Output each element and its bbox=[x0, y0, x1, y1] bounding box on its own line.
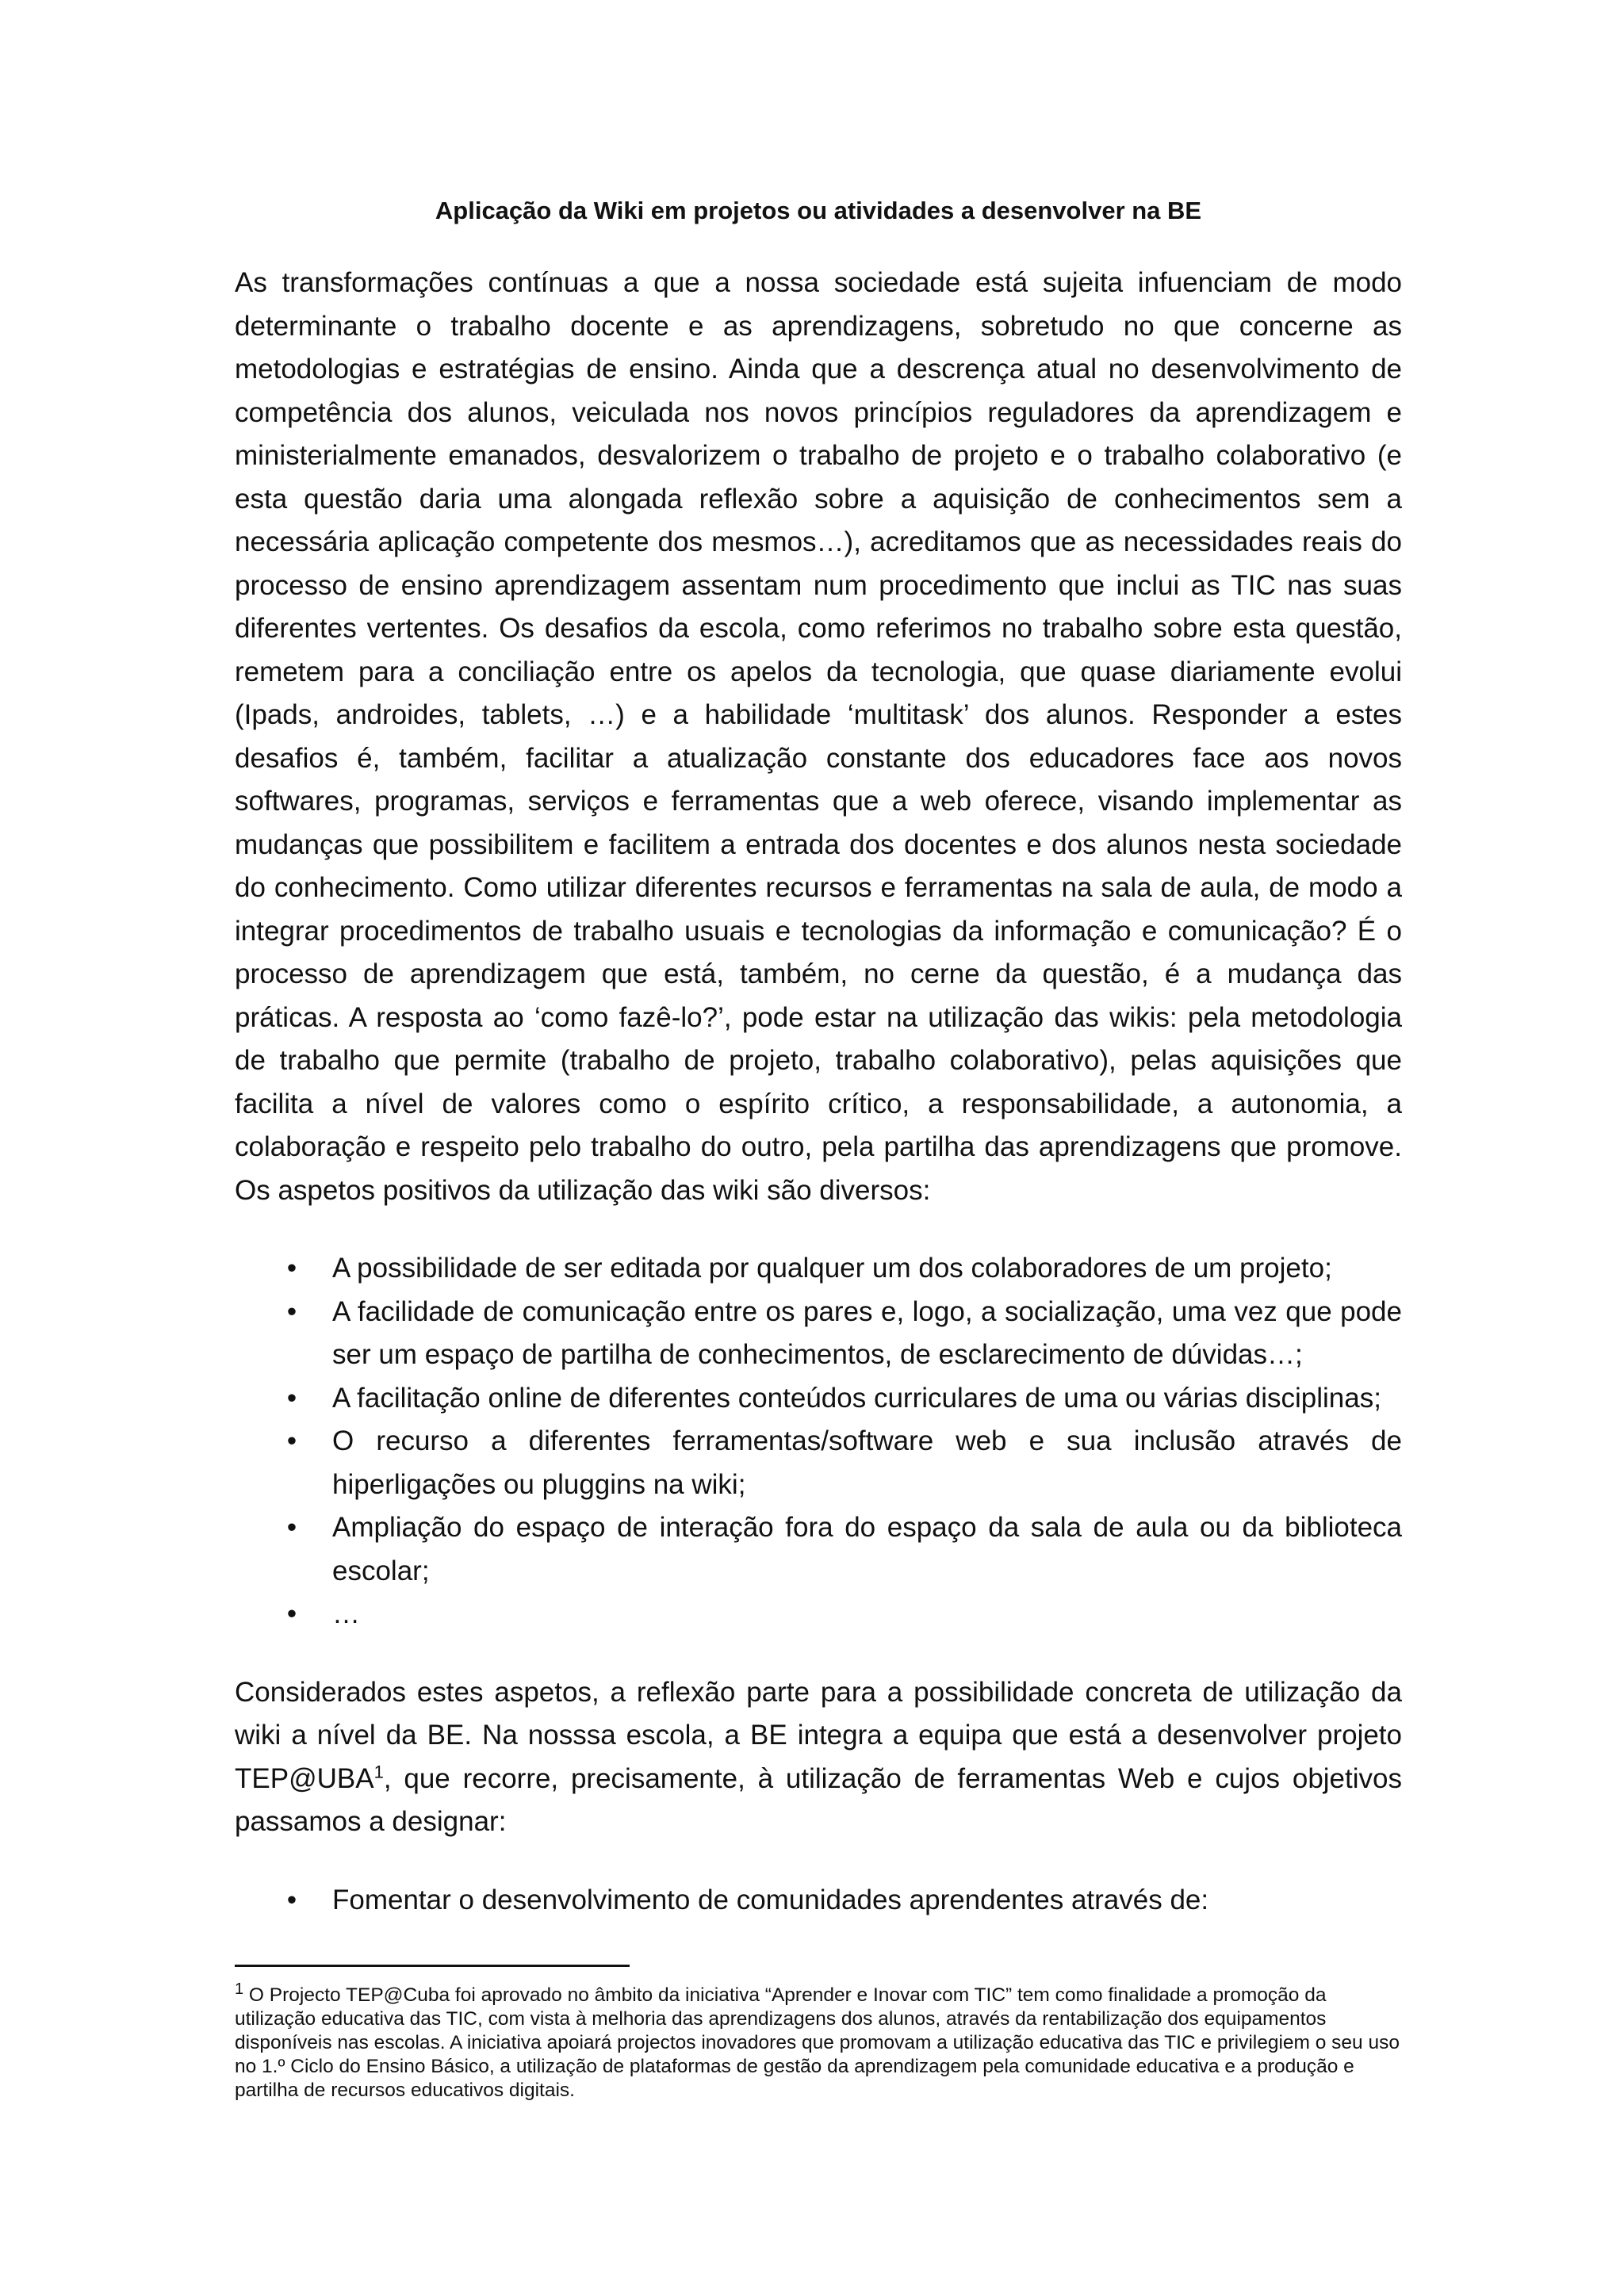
bullet-marker: • bbox=[286, 1425, 297, 1456]
list-item-text: Fomentar o desenvolvimento de comunidades aprendentes através de: bbox=[332, 1884, 1209, 1915]
bullet-marker: • bbox=[286, 1295, 297, 1327]
footnote-number: 1 bbox=[235, 1980, 244, 1998]
list-item bbox=[235, 1291, 1402, 1377]
list-item bbox=[235, 1593, 1402, 1636]
list-item-text: A facilidade de comunicação entre os pares e, logo, a socialização, uma vez que pode ser um espaço de partilha de conhecimentos, de esclarecimento de dúvidas…; bbox=[332, 1295, 1402, 1370]
footnote-reference[interactable]: 1 bbox=[373, 1761, 384, 1781]
bullet-list-project-objectives bbox=[235, 1879, 1402, 1923]
list-item-text: A possibilidade de ser editada por qualquer um dos colaboradores de um projeto; bbox=[332, 1253, 1332, 1284]
document-title: Aplicação da Wiki em projetos ou atividades a desenvolver na BE bbox=[435, 197, 1202, 224]
list-item bbox=[235, 1879, 1402, 1923]
footnote-separator bbox=[235, 1965, 630, 1967]
bullet-marker: • bbox=[286, 1382, 297, 1414]
document-body bbox=[235, 182, 1402, 1957]
bullet-marker: • bbox=[286, 1598, 297, 1629]
paragraph-text: , que recorre, precisamente, à utilização de ferramentas Web e cujos objetivos passamos a designar: bbox=[235, 1762, 1402, 1837]
list-item bbox=[235, 1420, 1402, 1506]
list-item-text: A facilitação online de diferentes conteúdos curriculares de uma ou várias disciplinas; bbox=[332, 1382, 1381, 1414]
list-item bbox=[235, 1377, 1402, 1421]
bullet-marker: • bbox=[286, 1512, 297, 1543]
bullet-list-wiki-advantages bbox=[235, 1247, 1402, 1636]
list-item-text: O recurso a diferentes ferramentas/software web e sua inclusão através de hiperligações ou pluggins na wiki; bbox=[332, 1425, 1402, 1500]
list-item bbox=[235, 1506, 1402, 1593]
bullet-marker: • bbox=[286, 1253, 297, 1284]
list-item-text: Ampliação do espaço de interação fora do espaço da sala de aula ou da biblioteca escolar; bbox=[332, 1512, 1402, 1586]
paragraph-intro: As transformações contínuas a que a nossa sociedade está sujeita infuenciam de modo determinante o trabalho docente e as aprendizagens, sobretudo no que concerne as metodologias e estratégias de ensino. Ainda que a descrença atual no desenvolvimento de competência dos alunos, veiculada nos novos princípios reguladores da aprendizagem e ministerialmente emanados, desvalorizem o trabalho de projeto e o trabalho colaborativo (e esta questão daria uma alongada reflexão sobre a aquisição de conhecimentos sem a necessária aplicação competente dos mesmos…), acreditamos que as necessidades reais do processo de ensino aprendizagem assentam num procedimento que inclui as TIC nas suas diferentes vertentes. Os desafios da escola, como referimos no trabalho sobre esta questão, remetem para a conciliação entre os apelos da tecnologia, que quase diariamente evolui (Ipads, androides, tablets, …) e a habilidade ‘multitask’ dos alunos. Responder a estes desafios é, também, facilitar a atualização constante dos educadores face aos novos softwares, programas, serviços e ferramentas que a web oferece, visando implementar as mudanças que possibilitem e facilitem a entrada dos docentes e dos alunos nesta sociedade do conhecimento. Como utilizar diferentes recursos e ferramentas na sala de aula, de modo a integrar procedimentos de trabalho usuais e tecnologias da informação e comunicação? É o processo de aprendizagem que está, também, no cerne da questão, é a mudança das práticas. A resposta ao ‘como fazê-lo?’, pode estar na utilização das wikis: pela metodologia de trabalho que permite (trabalho de projeto, trabalho colaborativo), pelas aquisições que facilita a nível de valores como o espírito crítico, a responsabilidade, a autonomia, a colaboração e respeito pelo trabalho do outro, pela partilha das aprendizagens que promove. Os aspetos positivos da utilização das wiki são diversos: bbox=[235, 267, 1402, 1206]
footnote-text: O Projecto TEP@Cuba foi aprovado no âmbito da iniciativa “Aprender e Inovar com TIC” tem como finalidade a promoção da utilização educativa das TIC, com vista à melhoria das aprendizagens dos alunos, através da rentabilização dos equipamentos disponíveis nas escolas. A iniciativa apoiará projectos inovadores que promovam a utilização educativa das TIC e privilegiem o seu uso no 1.º Ciclo do Ensino Básico, a utilização de plataformas de gestão da aprendizagem pela comunidade educativa e a produção e partilha de recursos educativos digitais. bbox=[235, 1984, 1400, 2101]
footnote bbox=[235, 1980, 1402, 2103]
paragraph-be-project bbox=[235, 1671, 1402, 1844]
list-item bbox=[235, 1247, 1402, 1291]
bullet-marker: • bbox=[286, 1884, 297, 1915]
list-item-text: … bbox=[332, 1598, 360, 1629]
paragraph-text: Considerados estes aspetos, a reflexão parte para a possibilidade concreta de utilização da wiki a nível da BE. Na nosssa escola, a BE integra a equipa que está a desenvolver projeto TEP@UBA bbox=[235, 1676, 1402, 1794]
